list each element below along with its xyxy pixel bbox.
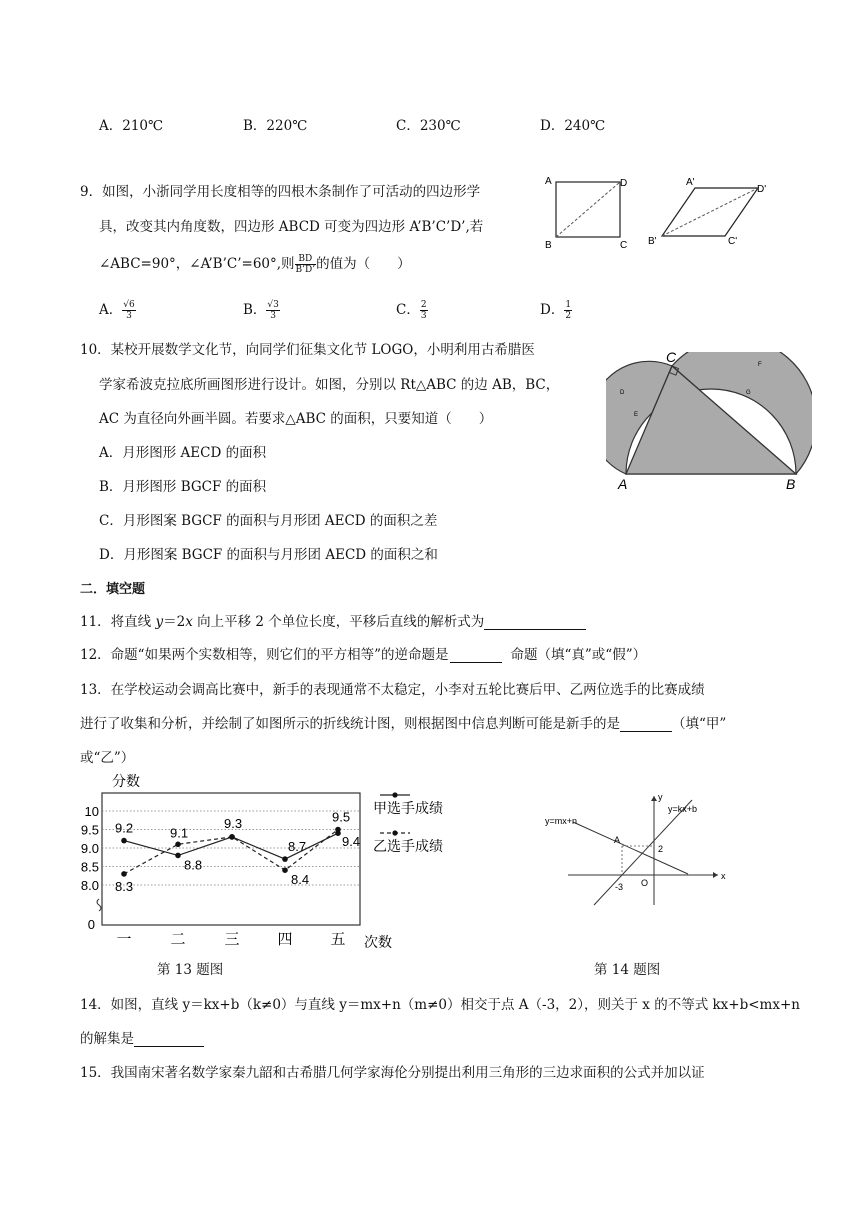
x-tick-label: 五 <box>330 931 346 948</box>
data-label: 9.2 <box>115 820 134 836</box>
label-d-prime: D' <box>757 184 767 195</box>
q10-option-b: B．月形图形 BGCF 的面积 <box>99 479 267 495</box>
tick-neg3: -3 <box>615 882 624 892</box>
q12: 12．命题“如果两个实数相等，则它们的平方相等”的逆命题是 命题（填“真”或“假”） <box>80 647 647 663</box>
y-tick-label: 0 <box>87 917 95 932</box>
label-a: A <box>545 176 552 187</box>
q10-option-c: C．月形图案 BGCF 的面积与月形团 AECD 的面积之差 <box>99 513 438 529</box>
diagonal-bd-prime <box>662 188 758 236</box>
chart-frame <box>102 793 360 925</box>
label-b: B <box>545 240 552 251</box>
q14-line2: 的解集是 <box>80 1027 204 1047</box>
x-tick-label: 三 <box>224 931 240 948</box>
q8-option-d: D．240℃ <box>540 118 606 134</box>
y-tick-label: 8.5 <box>80 859 99 875</box>
q14-answer-blank <box>134 1032 204 1047</box>
q9-option-a: A． $\frac{√6}{3}$ <box>99 300 135 321</box>
q13-line1: 13．在学校运动会调高比赛中，新手的表现通常不太稳定，小李对五轮比赛后甲、乙两位选手的比赛成绩 <box>80 682 705 698</box>
legend-marker <box>392 792 397 797</box>
q13-line3: 或“乙”） <box>80 750 135 766</box>
origin-label: O <box>641 878 649 888</box>
q13-answer-blank <box>620 717 672 732</box>
legend-label: 甲选手成绩 <box>373 800 443 816</box>
x-axis-arrow-icon <box>713 872 718 878</box>
label-b: B <box>786 476 796 492</box>
label-b-prime: B' <box>648 236 657 247</box>
q9-option-d: D． $\frac{1}{2}$ <box>540 300 572 321</box>
y-axis-label: 分数 <box>112 773 140 789</box>
q13-chart <box>80 765 480 955</box>
q8-option-a: A．210℃ <box>99 118 164 134</box>
q9-line1: 9．如图，小浙同学用长度相等的四根木条制作了可活动的四边形学 <box>80 184 481 200</box>
diagonal-bd <box>556 182 620 237</box>
label-c: C <box>666 352 677 365</box>
y-tick-label: 10 <box>84 804 99 819</box>
data-label: 9.4 <box>342 834 361 850</box>
y-tick-label: 9.0 <box>80 841 99 856</box>
data-point <box>229 834 235 840</box>
data-label: 9.3 <box>224 815 243 831</box>
x-label: x <box>721 871 726 881</box>
label-e: E <box>634 412 639 418</box>
q10-line3: AC 为直径向外画半圆。若要求△ABC 的面积，只要知道（ ） <box>99 411 493 427</box>
q9-option-b: B． $\frac{√3}{3}$ <box>243 300 279 321</box>
x-tick-label: 二 <box>170 931 186 948</box>
y-tick-label: 9.5 <box>80 822 99 838</box>
legend-marker <box>392 830 397 835</box>
y-axis-arrow-icon <box>651 796 657 801</box>
q13-line2: 进行了收集和分析，并绘制了如图所示的折线统计图，则根据图中信息判断可能是新手的是 （填“甲” <box>80 716 727 732</box>
axis-break-icon <box>97 899 101 911</box>
q15-line1: 15．我国南宋著名数学家秦九韶和古希腊几何学家海伦分别提出利用三角形的三边求面积的公式并加以证 <box>80 1065 705 1081</box>
q9-line2: 具，改变其内角度数，四边形 ABCD 可变为四边形 A’B’C’D’,若 <box>99 219 484 235</box>
q9-figure <box>540 170 780 260</box>
x-tick-label: 一 <box>116 931 132 948</box>
label-g: G <box>746 390 751 396</box>
q10-line1: 10．某校开展数学文化节，向同学们征集文化节 LOGO，小明利用古希腊医 <box>80 342 535 358</box>
q14-figure <box>538 790 728 910</box>
data-label: 8.7 <box>288 839 307 855</box>
q10-line2: 学家希波克拉底所画图形进行设计。如图，分别以 Rt△ABC 的边 AB，BC， <box>99 377 560 393</box>
data-point <box>282 867 288 873</box>
q12-answer-blank <box>450 648 502 663</box>
label-a-prime: A' <box>686 177 695 188</box>
q10-option-a: A．月形图形 AECD 的面积 <box>99 445 267 461</box>
q10-figure <box>606 352 812 494</box>
q10-option-d: D．月形图案 BGCF 的面积与月形团 AECD 的面积之和 <box>99 547 438 563</box>
section-heading: 二．填空题 <box>80 582 146 597</box>
data-label: 8.3 <box>115 878 134 894</box>
y-tick-label: 8.0 <box>80 878 99 893</box>
x-axis-label: 次数 <box>364 934 392 950</box>
label-f: F <box>758 362 762 368</box>
line1-label: y=kx+b <box>668 804 698 814</box>
label-c-prime: C' <box>728 236 738 247</box>
data-label: 8.4 <box>291 872 310 888</box>
data-point <box>121 871 127 877</box>
line2-label: y=mx+n <box>545 816 578 826</box>
data-label: 8.8 <box>184 857 203 873</box>
data-point <box>175 842 181 848</box>
q14-line1: 14．如图，直线 y＝kx+b（k≠0）与直线 y＝mx+n（m≠0）相交于点 A（-3，2），则关于 x 的不等式 kx+b<mx+n <box>80 997 800 1013</box>
tick-2: 2 <box>658 844 664 854</box>
label-a: A <box>618 476 628 492</box>
data-point <box>175 853 181 859</box>
q11-answer-blank <box>484 615 586 630</box>
data-point <box>121 838 127 844</box>
q9-line3: ∠ABC=90°，∠A’B’C’=60°,则 $\frac{BD}{B’D’}$ 的值为（ ） <box>99 254 411 275</box>
label-d: D <box>620 178 628 189</box>
data-point <box>335 827 341 833</box>
legend-label: 乙选手成绩 <box>373 838 443 854</box>
data-label: 9.1 <box>170 825 189 841</box>
data-label: 9.5 <box>332 809 351 825</box>
label-c: C <box>620 240 628 251</box>
label-d: D <box>620 390 625 396</box>
q9-fraction: $\frac{BD}{B’D’}$ <box>295 254 316 275</box>
line-kx-b <box>594 800 692 905</box>
x-tick-label: 四 <box>277 931 293 948</box>
q13-caption: 第 13 题图 <box>157 962 224 978</box>
q8-option-b: B．220℃ <box>243 118 308 134</box>
y-label: y <box>658 792 663 802</box>
q14-caption: 第 14 题图 <box>594 962 661 978</box>
data-point <box>282 856 288 862</box>
q8-option-c: C．230℃ <box>396 118 461 134</box>
q9-option-c: C． $\frac{2}{3}$ <box>396 300 427 321</box>
q11: 11．将直线 y＝2x 向上平移 2 个单位长度，平移后直线的解析式为 <box>80 610 586 630</box>
point-a-label: A <box>614 835 621 845</box>
